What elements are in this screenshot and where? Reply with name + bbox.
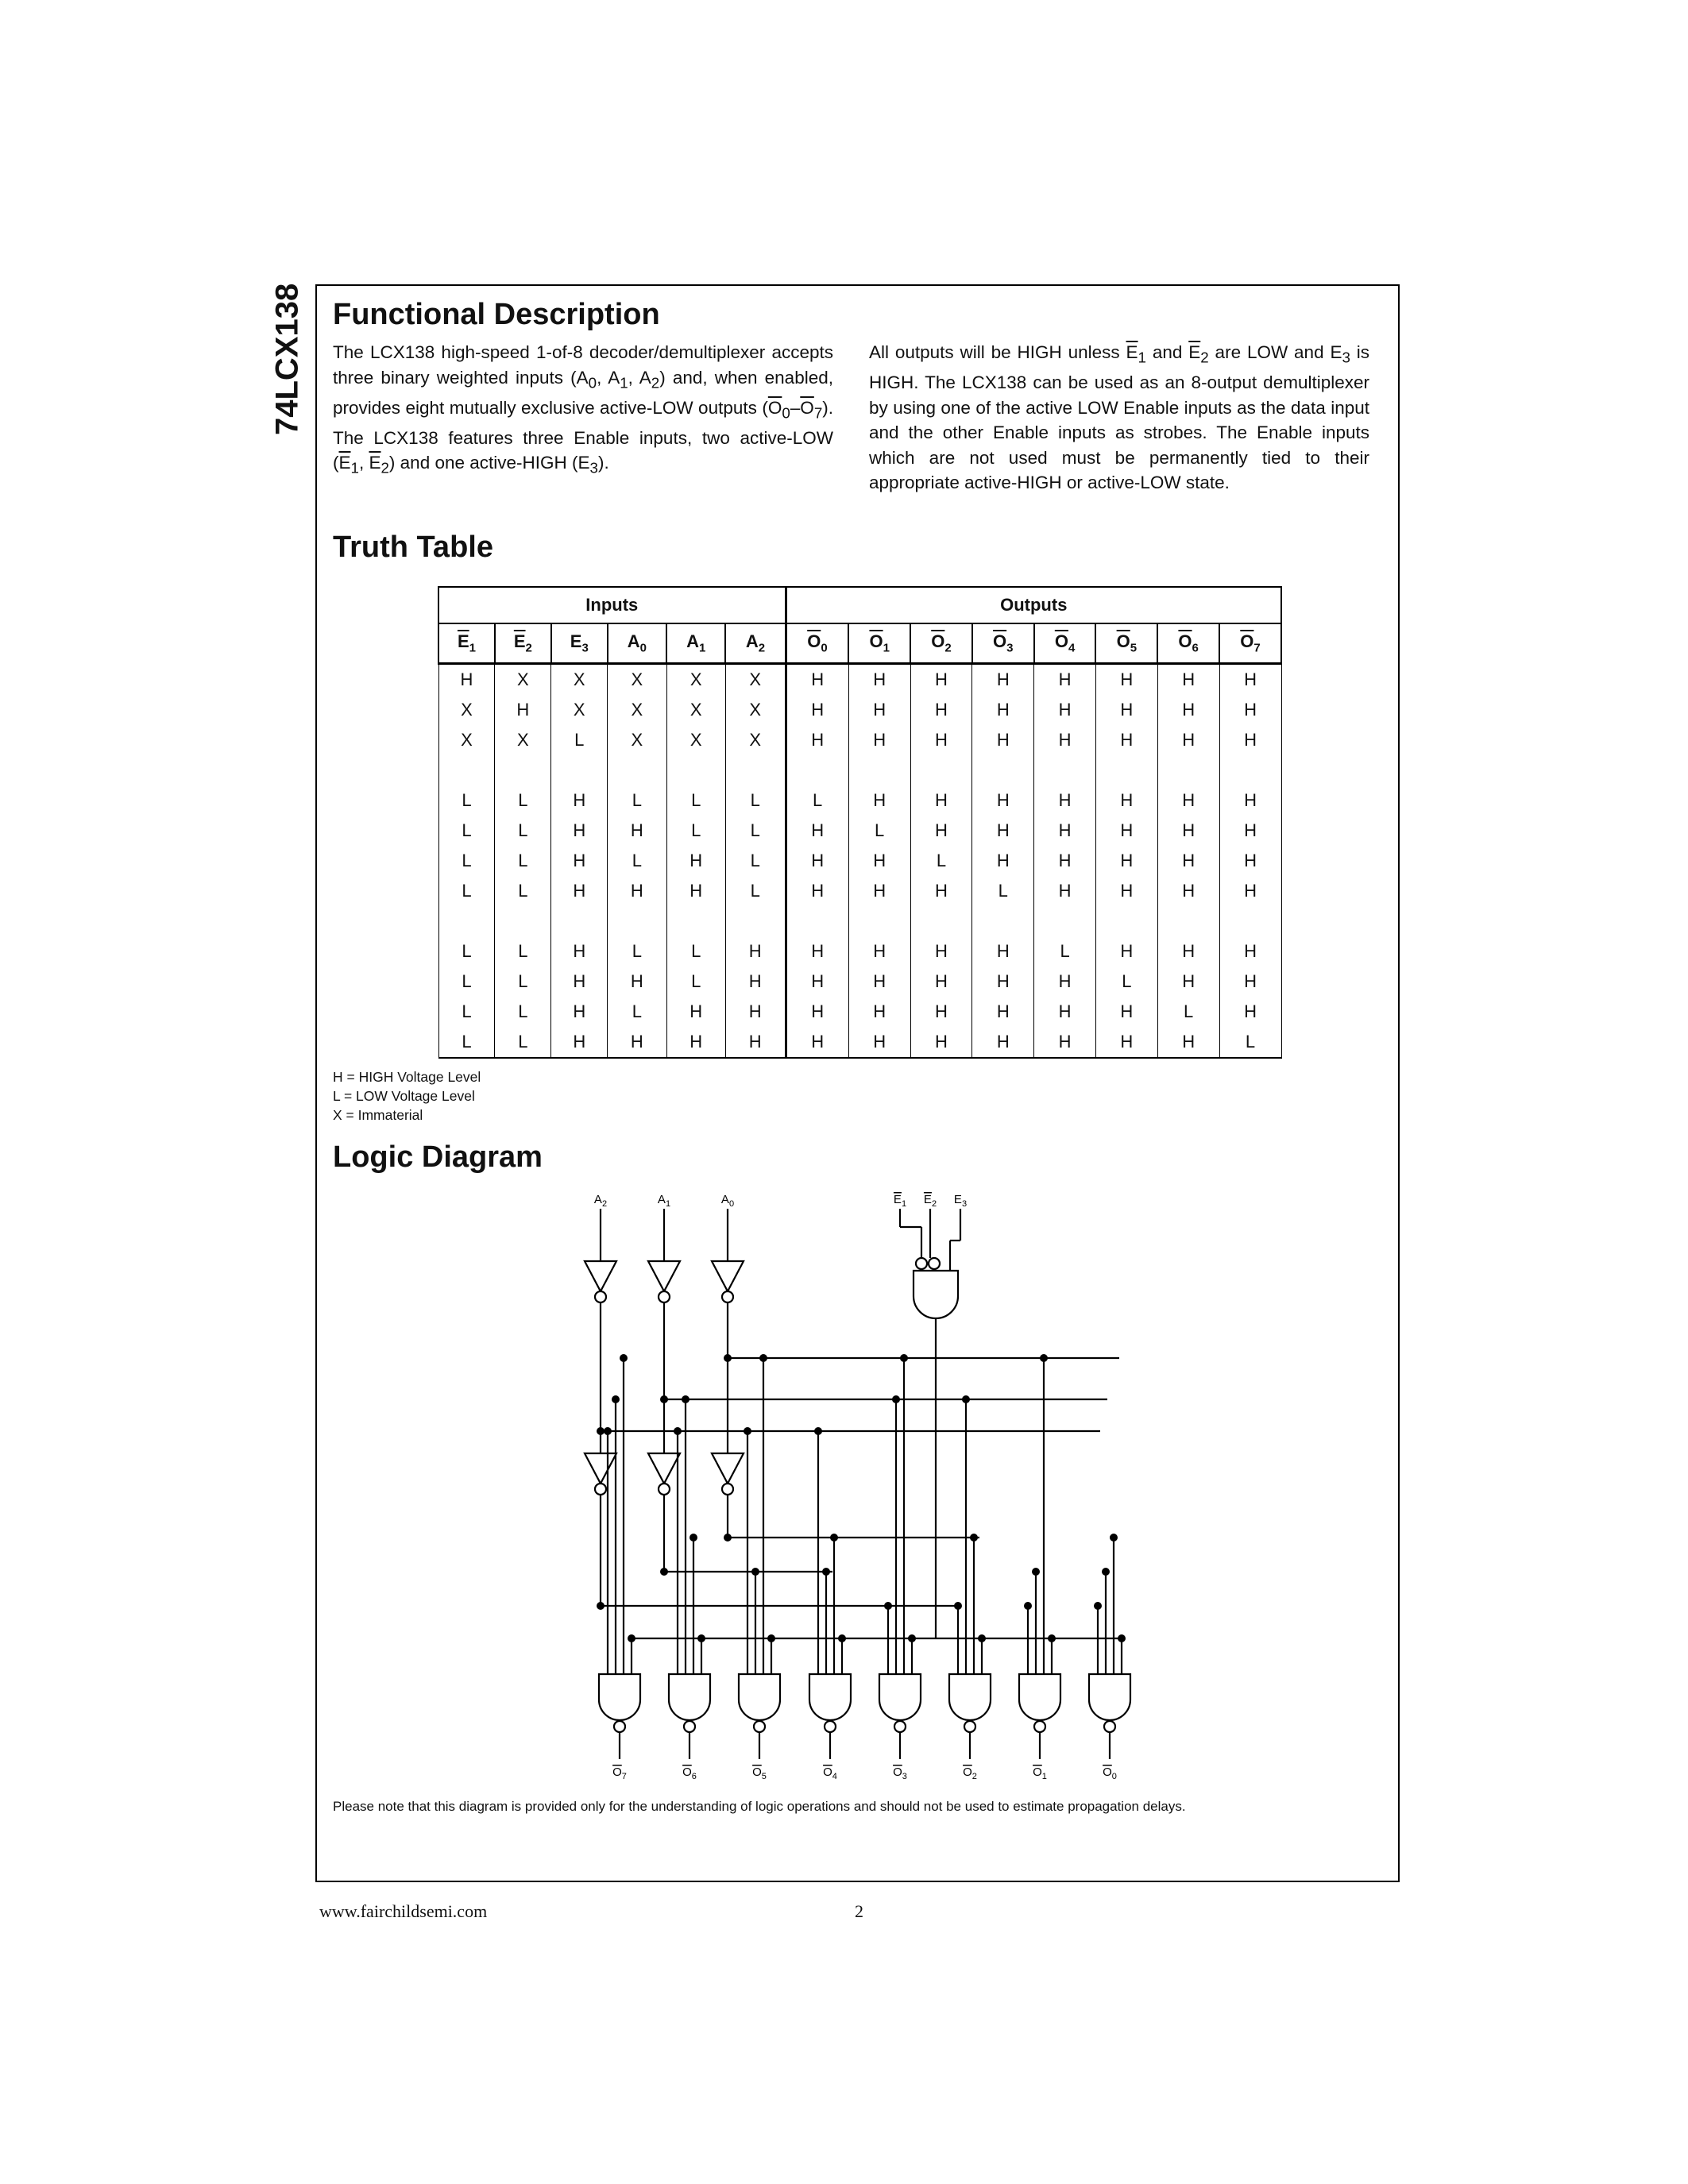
output-label: $O_7$ [612, 1765, 627, 1781]
decoder-nand-gate [879, 1674, 921, 1720]
table-cell: L [1219, 1027, 1281, 1058]
table-cell: H [438, 664, 495, 696]
table-cell: L [495, 997, 551, 1027]
table-cell: L [1034, 936, 1096, 967]
output-label: $O_0$ [1103, 1765, 1117, 1781]
table-cell: H [1219, 997, 1281, 1027]
junction-dot [744, 1427, 751, 1435]
junction-dot [900, 1354, 908, 1362]
inversion-bubble [722, 1291, 733, 1302]
table-cell: H [786, 664, 848, 696]
table-cell: H [551, 785, 608, 816]
legend-item: L = LOW Voltage Level [333, 1088, 475, 1104]
table-cell: H [786, 846, 848, 876]
table-cell: H [972, 695, 1034, 725]
table-cell: H [1219, 816, 1281, 846]
column-header: $\overline{E}_2$ [495, 623, 551, 664]
functional-description-col1: The LCX138 high-speed 1-of-8 decoder/demultiplexer accepts three binary weighted inputs ($A_0$, $A_1$, $A_2$) and, when enabled, provides eight mutually exclusive active-LOW outputs $(\overline{O}_0-\overline{O}_7)$. The LCX138 features three Enable inputs, two active-LOW ($\overline{E}_1$, $\overline{E}_2$) and one active-HIGH $(E_3)$. [333, 342, 833, 477]
table-cell: L [495, 846, 551, 876]
table-cell: H [1095, 816, 1157, 846]
table-cell: L [495, 936, 551, 967]
column-header: $\overline{O}_3$ [972, 623, 1034, 664]
table-cell: H [848, 876, 910, 906]
table-cell: H [1034, 876, 1096, 906]
table-cell: H [972, 664, 1034, 696]
table-cell: H [1034, 846, 1096, 876]
table-cell: H [551, 1027, 608, 1058]
table-cell: H [1034, 695, 1096, 725]
table-cell: L [438, 1027, 495, 1058]
table-cell: H [910, 816, 972, 846]
table-cell: L [495, 785, 551, 816]
junction-dot [1102, 1568, 1110, 1576]
table-cell: H [725, 997, 786, 1027]
table-cell: H [972, 1027, 1034, 1058]
table-cell: H [972, 816, 1034, 846]
logic-diagram-note: Please note that this diagram is provided only for the understanding of logic operations and should not be used to estimate propagation delays. [333, 1799, 1186, 1814]
table-cell: H [910, 876, 972, 906]
junction-dot [620, 1354, 628, 1362]
table-cell: L [725, 876, 786, 906]
table-cell: H [910, 695, 972, 725]
functional-description-col2: All outputs will be HIGH unless $\overline{E}_1$ and $\overline{E}_2$ are LOW and $E_3$ is HIGH. The LCX138 can be used as an 8-output demultiplexer by using one of the active LOW Enable inputs as the data input and the other Enable inputs as strobes. The Enable inputs which are not used must be permanently tied to their appropriate active-HIGH or active-LOW state. [869, 342, 1370, 492]
inversion-bubble [1104, 1721, 1115, 1732]
table-cell: H [972, 846, 1034, 876]
column-header: $A_1$ [666, 623, 725, 664]
table-cell: H [1034, 1027, 1096, 1058]
table-cell: H [1095, 936, 1157, 967]
table-cell: H [848, 846, 910, 876]
decoder-nand-gate [809, 1674, 851, 1720]
table-cell: L [438, 816, 495, 846]
junction-dot [830, 1534, 838, 1542]
table-cell: L [438, 967, 495, 997]
table-cell: H [666, 876, 725, 906]
inversion-bubble [1034, 1721, 1045, 1732]
table-cell: H [1034, 664, 1096, 696]
junction-dot [674, 1427, 682, 1435]
decoder-nand-gate [599, 1674, 640, 1720]
table-cell: L [495, 816, 551, 846]
footer-page-number: 2 [855, 1901, 863, 1921]
table-cell: H [848, 725, 910, 755]
legend-item: H = HIGH Voltage Level [333, 1069, 481, 1085]
table-cell: X [608, 725, 666, 755]
inverter-gate [712, 1453, 744, 1484]
table-cell: L [608, 785, 666, 816]
table-cell: X [495, 664, 551, 696]
table-cell: H [1157, 936, 1219, 967]
table-cell: H [1095, 1027, 1157, 1058]
table-cell: H [608, 967, 666, 997]
table-cell: H [786, 695, 848, 725]
table-cell: L [608, 846, 666, 876]
column-header: $\overline{O}_2$ [910, 623, 972, 664]
table-cell: L [725, 846, 786, 876]
table-cell: H [1219, 876, 1281, 906]
table-cell: H [1157, 695, 1219, 725]
table-cell: X [608, 695, 666, 725]
table-cell: H [1219, 664, 1281, 696]
address-input-label: $A_1$ [657, 1193, 671, 1209]
table-cell: H [551, 936, 608, 967]
table-cell: L [725, 816, 786, 846]
inverter-gate [585, 1261, 616, 1291]
table-cell: H [666, 846, 725, 876]
decoder-nand-gate [949, 1674, 991, 1720]
table-cell: H [551, 816, 608, 846]
logic-diagram-heading: Logic Diagram [333, 1140, 543, 1174]
junction-dot [1032, 1568, 1040, 1576]
table-cell: H [666, 997, 725, 1027]
inversion-bubble [595, 1291, 606, 1302]
table-cell: X [725, 725, 786, 755]
table-cell: H [786, 725, 848, 755]
table-cell: L [495, 1027, 551, 1058]
table-cell: H [495, 695, 551, 725]
column-header: $A_2$ [725, 623, 786, 664]
inversion-bubble [964, 1721, 975, 1732]
table-cell: H [1095, 695, 1157, 725]
table-cell: H [848, 785, 910, 816]
table-cell: H [972, 725, 1034, 755]
table-cell: H [608, 816, 666, 846]
functional-description-heading: Functional Description [333, 298, 660, 331]
table-cell: H [1034, 816, 1096, 846]
table-cell: X [666, 725, 725, 755]
table-cell: H [972, 936, 1034, 967]
table-cell: H [1219, 695, 1281, 725]
enable-and-gate [914, 1271, 958, 1318]
table-cell: X [495, 725, 551, 755]
inversion-bubble [614, 1721, 625, 1732]
table-cell: H [848, 997, 910, 1027]
table-cell: H [1157, 876, 1219, 906]
inversion-bubble [894, 1721, 906, 1732]
table-cell: H [910, 997, 972, 1027]
table-cell: X [666, 664, 725, 696]
table-cell: H [910, 664, 972, 696]
table-cell: L [608, 936, 666, 967]
column-header: $E_3$ [551, 623, 608, 664]
table-cell: X [608, 664, 666, 696]
table-cell: H [1219, 725, 1281, 755]
junction-dot [604, 1427, 612, 1435]
output-label: $O_1$ [1033, 1765, 1047, 1781]
junction-dot [612, 1395, 620, 1403]
table-cell: H [1219, 936, 1281, 967]
table-cell: L [438, 997, 495, 1027]
table-cell: H [786, 1027, 848, 1058]
table-cell: H [725, 967, 786, 997]
junction-dot [689, 1534, 697, 1542]
table-cell: H [725, 1027, 786, 1058]
table-cell: H [608, 876, 666, 906]
table-cell: L [438, 846, 495, 876]
output-label: $O_5$ [752, 1765, 767, 1781]
inverter-gate [712, 1261, 744, 1291]
table-cell: H [972, 967, 1034, 997]
table-cell: L [438, 936, 495, 967]
junction-dot [962, 1395, 970, 1403]
address-input-label: $A_2$ [593, 1193, 608, 1209]
column-header: $A_0$ [608, 623, 666, 664]
junction-dot [682, 1395, 689, 1403]
inversion-bubble [659, 1484, 670, 1495]
table-cell: L [495, 967, 551, 997]
junction-dot [1110, 1534, 1118, 1542]
table-cell: H [551, 967, 608, 997]
table-cell: H [1095, 846, 1157, 876]
table-cell: X [551, 664, 608, 696]
table-cell: L [551, 725, 608, 755]
junction-dot [892, 1395, 900, 1403]
inversion-bubble [659, 1291, 670, 1302]
table-cell: X [551, 695, 608, 725]
inversion-bubble [722, 1484, 733, 1495]
table-cell: H [725, 936, 786, 967]
inverter-gate [648, 1261, 680, 1291]
table-cell: H [1157, 1027, 1219, 1058]
truth-table-heading: Truth Table [333, 531, 493, 564]
table-cell: H [910, 1027, 972, 1058]
table-cell: H [666, 1027, 725, 1058]
table-cell: X [725, 664, 786, 696]
table-cell: H [1095, 725, 1157, 755]
table-cell: H [786, 936, 848, 967]
table-cell: H [1157, 967, 1219, 997]
table-cell: L [495, 876, 551, 906]
table-cell: H [910, 725, 972, 755]
legend-item: X = Immaterial [333, 1107, 423, 1123]
table-cell: H [910, 967, 972, 997]
table-cell: H [1157, 725, 1219, 755]
column-header: $\overline{O}_4$ [1034, 623, 1096, 664]
table-cell: L [1157, 997, 1219, 1027]
table-cell: H [848, 1027, 910, 1058]
table-cell: L [786, 785, 848, 816]
column-header: $\overline{O}_7$ [1219, 623, 1281, 664]
table-cell: H [1095, 664, 1157, 696]
table-cell: H [1034, 725, 1096, 755]
outputs-group-header: Outputs [786, 587, 1281, 623]
table-cell: H [786, 816, 848, 846]
table-cell: H [848, 664, 910, 696]
table-cell: H [1034, 785, 1096, 816]
inversion-bubble [929, 1258, 940, 1269]
table-cell: L [972, 876, 1034, 906]
table-cell: L [666, 816, 725, 846]
table-cell: H [848, 967, 910, 997]
inversion-bubble [684, 1721, 695, 1732]
side-title: 74LCX138 [269, 283, 305, 435]
table-cell: L [910, 846, 972, 876]
junction-dot [597, 1602, 605, 1610]
column-header: $\overline{O}_0$ [786, 623, 848, 664]
table-cell: X [438, 725, 495, 755]
table-cell: X [666, 695, 725, 725]
table-cell: H [1095, 876, 1157, 906]
output-label: $O_6$ [682, 1765, 697, 1781]
table-cell: H [551, 997, 608, 1027]
junction-dot [759, 1354, 767, 1362]
column-header: $\overline{O}_6$ [1157, 623, 1219, 664]
junction-dot [660, 1568, 668, 1576]
table-cell: L [666, 936, 725, 967]
column-header: $\overline{O}_1$ [848, 623, 910, 664]
table-cell: H [608, 1027, 666, 1058]
junction-dot [1094, 1602, 1102, 1610]
table-cell: L [438, 785, 495, 816]
table-cell: H [1157, 785, 1219, 816]
table-cell: X [725, 695, 786, 725]
decoder-nand-gate [739, 1674, 780, 1720]
table-cell: H [848, 936, 910, 967]
decoder-nand-gate [1019, 1674, 1060, 1720]
table-cell: L [725, 785, 786, 816]
address-input-label: $A_0$ [720, 1193, 735, 1209]
table-cell: H [551, 846, 608, 876]
output-label: $O_3$ [893, 1765, 907, 1781]
inputs-group-header: Inputs [438, 587, 786, 623]
junction-dot [814, 1427, 822, 1435]
table-cell: H [848, 695, 910, 725]
table-cell: H [551, 876, 608, 906]
table-cell: X [438, 695, 495, 725]
junction-dot [970, 1534, 978, 1542]
decoder-nand-gate [1089, 1674, 1130, 1720]
table-cell: H [1157, 846, 1219, 876]
table-cell: H [786, 967, 848, 997]
column-header: $\overline{E}_1$ [438, 623, 495, 664]
inversion-bubble [754, 1721, 765, 1732]
table-cell: L [848, 816, 910, 846]
footer-website: www.fairchildsemi.com [319, 1901, 488, 1921]
table-cell: H [910, 785, 972, 816]
table-cell: L [666, 967, 725, 997]
enable-input-label: $E_3$ [953, 1193, 968, 1209]
enable-input-label: $E_1$ [893, 1193, 907, 1209]
table-cell: L [438, 876, 495, 906]
table-cell: L [666, 785, 725, 816]
junction-dot [751, 1568, 759, 1576]
table-cell: H [1095, 997, 1157, 1027]
junction-dot [954, 1602, 962, 1610]
table-cell: H [1095, 785, 1157, 816]
table-cell: H [1219, 967, 1281, 997]
table-cell: H [1219, 846, 1281, 876]
column-header: $\overline{O}_5$ [1095, 623, 1157, 664]
inversion-bubble [916, 1258, 927, 1269]
inverter-gate [585, 1453, 616, 1484]
table-cell: H [786, 876, 848, 906]
inverter-gate [648, 1453, 680, 1484]
junction-dot [724, 1534, 732, 1542]
output-label: $O_4$ [823, 1765, 837, 1781]
table-cell: H [786, 997, 848, 1027]
decoder-nand-gate [669, 1674, 710, 1720]
table-cell: H [1157, 664, 1219, 696]
table-cell: H [1157, 816, 1219, 846]
table-cell: L [608, 997, 666, 1027]
output-label: $O_2$ [963, 1765, 977, 1781]
inversion-bubble [595, 1484, 606, 1495]
table-cell: H [910, 936, 972, 967]
inversion-bubble [825, 1721, 836, 1732]
enable-input-label: $E_2$ [923, 1193, 937, 1209]
table-cell: H [1034, 967, 1096, 997]
table-cell: L [1095, 967, 1157, 997]
junction-dot [1024, 1602, 1032, 1610]
table-cell: H [1034, 997, 1096, 1027]
junction-dot [1040, 1354, 1048, 1362]
junction-dot [822, 1568, 830, 1576]
table-cell: H [1219, 785, 1281, 816]
table-cell: H [972, 997, 1034, 1027]
junction-dot [884, 1602, 892, 1610]
table-cell: H [972, 785, 1034, 816]
